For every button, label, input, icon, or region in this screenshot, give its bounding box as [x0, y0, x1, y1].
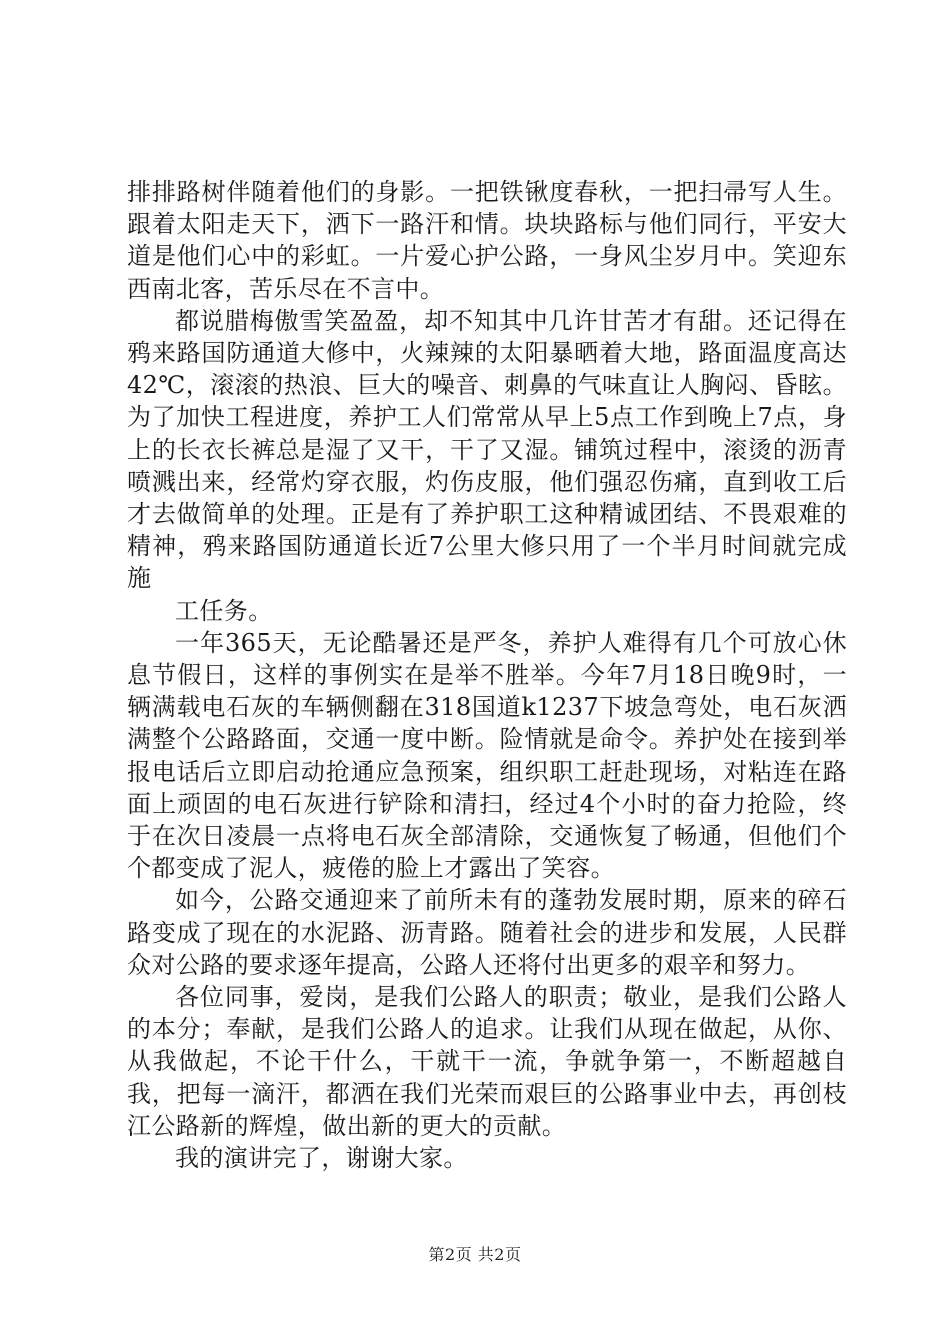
paragraph-1: 排排路树伴随着他们的身影。一把铁锹度春秋，一把扫帚写人生。跟着太阳走天下，洒下一路汗和情。块块路标与他们同行，平安大道是他们心中的彩虹。一片爱心护公路，一身风尘岁月中。笑迎东西南北客，苦乐尽在不言中。: [127, 178, 847, 303]
paragraph-7: 我的演讲完了，谢谢大家。: [175, 1144, 468, 1173]
paragraph-5: 如今，公路交通迎来了前所未有的蓬勃发展时期，原来的碎石路变成了现在的水泥路、沥青路。随着社会的进步和发展，人民群众对公路的要求逐年提高，公路人还将付出更多的艰辛和努力。: [127, 886, 847, 979]
page-number-footer: 第2页 共2页: [428, 1245, 522, 1264]
document-body: [127, 176, 847, 1174]
paragraph-2: 都说腊梅傲雪笑盈盈，却不知其中几许甘苦才有甜。还记得在鸦来路国防通道大修中，火辣辣的太阳暴晒着大地，路面温度高达42℃，滚滚的热浪、巨大的噪音、刺鼻的气味直让人胸闷、昏眩。为了加快工程进度，养护工人们常常从早上5点工作到晚上7点，身上的长衣长裤总是湿了又干，干了又湿。铺筑过程中，滚烫的沥青喷溅出来，经常灼穿衣服，灼伤皮服，他们强忍伤痛，直到收工后才去做简单的处理。正是有了养护职工这种精诚团结、不畏艰难的精神，鸦来路国防通道长近7公里大修只用了一个半月时间就完成施: [127, 306, 847, 593]
paragraph-6: 各位同事，爱岗，是我们公路人的职责；敬业，是我们公路人的本分；奉献，是我们公路人的追求。让我们从现在做起，从你、从我做起，不论干什么，干就干一流，争就争第一，不断超越自我，把每一滴汗，都洒在我们光荣而艰巨的公路事业中去，再创枝江公路新的辉煌，做出新的更大的贡献。: [127, 983, 847, 1140]
paragraph-3: 工任务。: [175, 596, 273, 625]
paragraph-4: 一年365天，无论酷暑还是严冬，养护人难得有几个可放心休息节假日，这样的事例实在是举不胜举。今年7月18日晚9时，一辆满载电石灰的车辆侧翻在318国道k1237下坡急弯处，电石灰洒满整个公路路面，交通一度中断。险情就是命令。养护处在接到举报电话后立即启动抢通应急预案，组织职工赶赴现场，对粘连在路面上顽固的电石灰进行铲除和清扫，经过4个小时的奋力抢险，终于在次日凌晨一点将电石灰全部清除，交通恢复了畅通，但他们个个都变成了泥人，疲倦的脸上才露出了笑容。: [127, 628, 847, 883]
